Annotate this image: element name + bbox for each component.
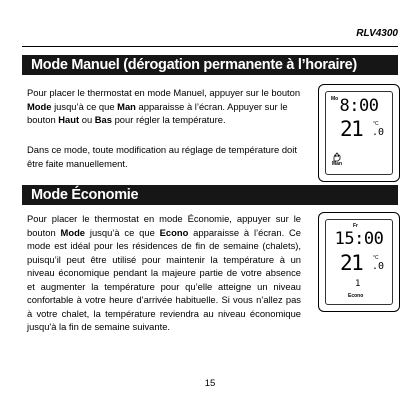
day-indicator: Mo (331, 96, 339, 102)
manual-mode-paragraph-2: Dans ce mode, toute modification au réglage de température doit être faite manuellement. (27, 144, 297, 169)
thermostat-display-manual (318, 84, 400, 182)
economy-mode-paragraph: Pour placer le thermostat en mode Économie, appuyer sur le bouton Mode jusqu’à ce que Econo apparaisse à l’écran. Ce mode est idéal pour les résidences de fin de semaine (chalets), puisqu’il peut être utilisé pour maintenir la température à un niveau économique pendant la majeure partie de votre absence et augmenter la température pour qu’elle atteigne un niveau confortable à votre heure d’arrivée habituelle. Si vous n’allez pas à votre chalet, la température reviendra au niveau économique jusqu'à la fin de semaine suivante. (27, 213, 302, 332)
bold-term: Man (117, 100, 136, 112)
bold-term: Bas (94, 114, 112, 125)
period-digit: 1 (355, 279, 361, 289)
manual-mode-paragraph-1: Pour placer le thermostat en mode Manuel, appuyer sur le bouton Mode jusqu’à ce que Man apparaisse à l’écran. Appuyer sur le bouton Haut ou Bas pour régler la température. (27, 87, 301, 125)
bold-term: Haut (58, 114, 80, 125)
section-title-economy-mode: Mode Économie (22, 185, 398, 205)
unit-celsius: °C (373, 255, 379, 261)
temperature-decimal: .0 (372, 127, 385, 138)
temperature-readout: 21 (340, 117, 363, 141)
section-title-manual-mode: Mode Manuel (dérogation permanente à l’horaire) (22, 55, 398, 75)
mode-label-econo: Econo (348, 293, 364, 299)
day-indicator: Fr (353, 223, 358, 229)
lcd-screen (325, 219, 393, 305)
mode-label-man: Man (332, 161, 342, 167)
time-readout: 15:00 (334, 229, 384, 249)
lcd-screen (325, 91, 393, 175)
bold-term: Mode (27, 100, 52, 112)
header-rule (22, 46, 398, 47)
temperature-readout: 21 (340, 251, 363, 275)
bold-term: Mode (60, 226, 86, 238)
thermostat-display-economy (318, 212, 400, 312)
bold-term: Econo (159, 226, 189, 238)
temperature-decimal: .0 (372, 261, 385, 272)
page-number: 15 (204, 378, 216, 389)
model-label: RLV4300 (356, 28, 398, 39)
time-readout: 8:00 (339, 96, 379, 116)
unit-celsius: °C (373, 121, 379, 127)
